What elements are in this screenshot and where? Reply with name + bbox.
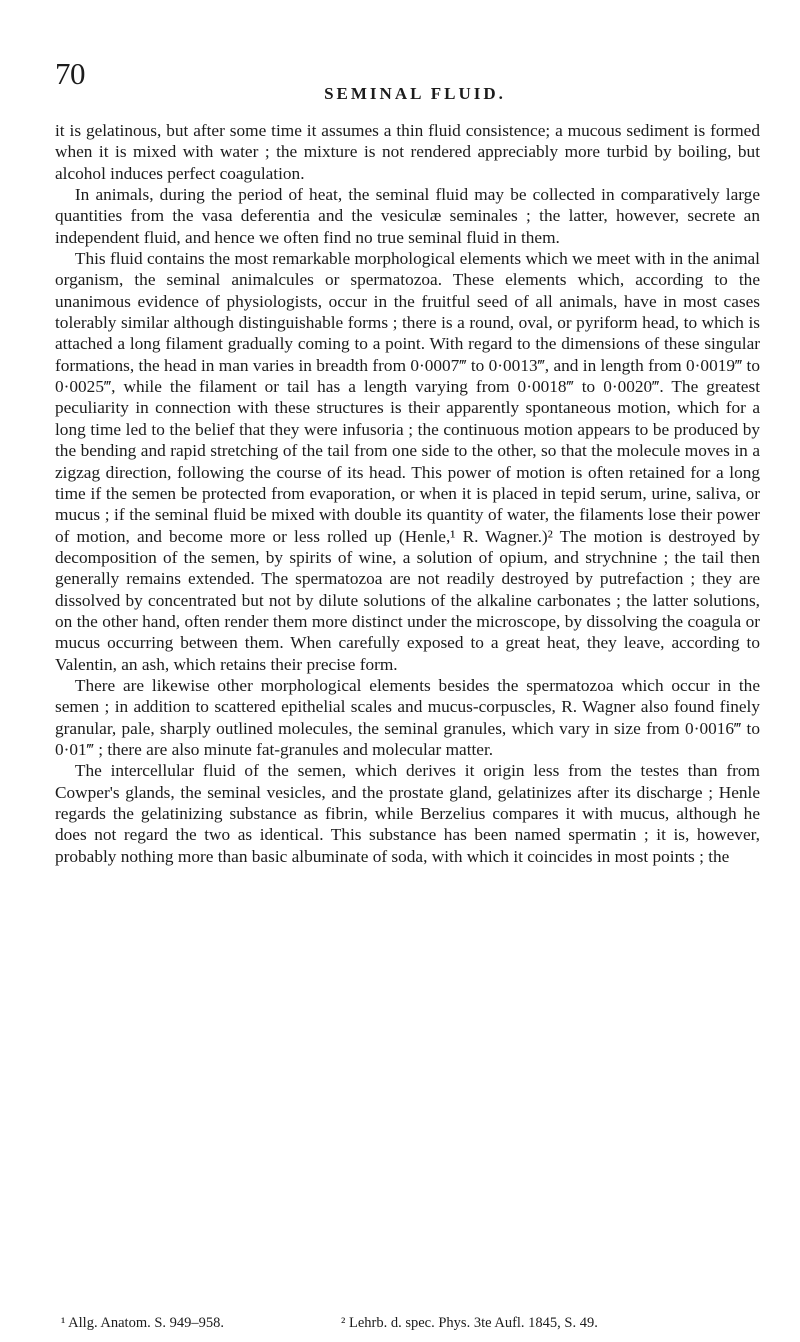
- running-title: SEMINAL FLUID.: [324, 84, 506, 103]
- footnotes: [55, 1314, 760, 1332]
- footnote: ² Lehrb. d. spec. Phys. 3te Aufl. 1845, S. 49.: [341, 1315, 598, 1331]
- paragraph: There are likewise other morphological elements besides the spermatozoa which occur in the semen ; in addition to scattered epithelial scales and mucus-corpuscles, R. Wagner also found finely granular, pale, sharply outlined molecules, the seminal granules, which vary in size from 0·0016‴ to 0·01‴ ; there are also minute fat-granules and molecular matter.: [55, 675, 760, 759]
- paragraph: it is gelatinous, but after some time it assumes a thin fluid consistence; a mucous sediment is formed when it is mixed with water ; the mixture is not rendered appreciably more turbid by boiling, but alcohol induces perfect coagulation.: [55, 121, 760, 183]
- paragraph: The intercellular fluid of the semen, which derives it origin less from the testes than from Cowper's glands, the seminal vesicles, and the prostate gland, gelatinizes after its discharge ; Henle regards the gelatinizing substance as fibrin, while Berzelius compares it with mucus, although he does not regard the two as identical. This substance has been named spermatin ; it is, however, probably nothing more than basic albuminate of soda, with which it coincides in most points ; the: [55, 761, 760, 866]
- paragraph: This fluid contains the most remarkable morphological elements which we meet with in the animal organism, the seminal animalcules or spermatozoa. These elements which, according to the unanimous evidence of physiologists, occur in the fruitful seed of all animals, have in most cases tolerably similar although distinguishable forms ; there is a round, oval, or pyriform head, to which is attached a long filament gradually coming to a point. With regard to the dimensions of these singular formations, the head in man varies in breadth from 0·0007‴ to 0·0013‴, and in length from 0·0019‴ to 0·0025‴, while the filament or tail has a length varying from 0·0018‴ to 0·0020‴. The greatest peculiarity in connection with these structures is their apparently spontaneous motion, which for a long time led to the belief that they were infusoria ; the continuous motion appears to be produced by the bending and rapid stretching of the tail from one side to the other, so that the molecule moves in a zigzag direction, following the course of its head. This power of motion is often retained for a long time if the semen be protected from evaporation, or when it is placed in tepid serum, urine, saliva, or mucus ; if the seminal fluid be mixed with double its quantity of water, the filaments lose their power of motion, and become more or less rolled up (Henle,¹ R. Wagner.)² The motion is destroyed by decomposition of the semen, by spirits of wine, a solution of opium, and strychnine ; the tail then generally remains extended. The spermatozoa are not readily destroyed by putrefaction ; they are dissolved by concentrated but not by dilute solutions of the alkaline carbonates ; the latter solutions, on the other hand, often render them more distinct under the microscope, by dissolving the coagula or mucus occurring between them. When carefully exposed to a great heat, they leave, according to Valentin, an ash, which retains their precise form.: [55, 249, 760, 674]
- body-text: [55, 120, 760, 867]
- footnote: ¹ Allg. Anatom. S. 949–958.: [61, 1315, 225, 1331]
- page-header: [0, 0, 800, 110]
- paragraph: In animals, during the period of heat, the seminal fluid may be collected in comparatively large quantities from the vasa deferentia and the vesiculæ seminales ; the latter, however, secrete an independent fluid, and hence we often find no true seminal fluid in them.: [55, 185, 760, 247]
- page-number: 70: [55, 56, 85, 91]
